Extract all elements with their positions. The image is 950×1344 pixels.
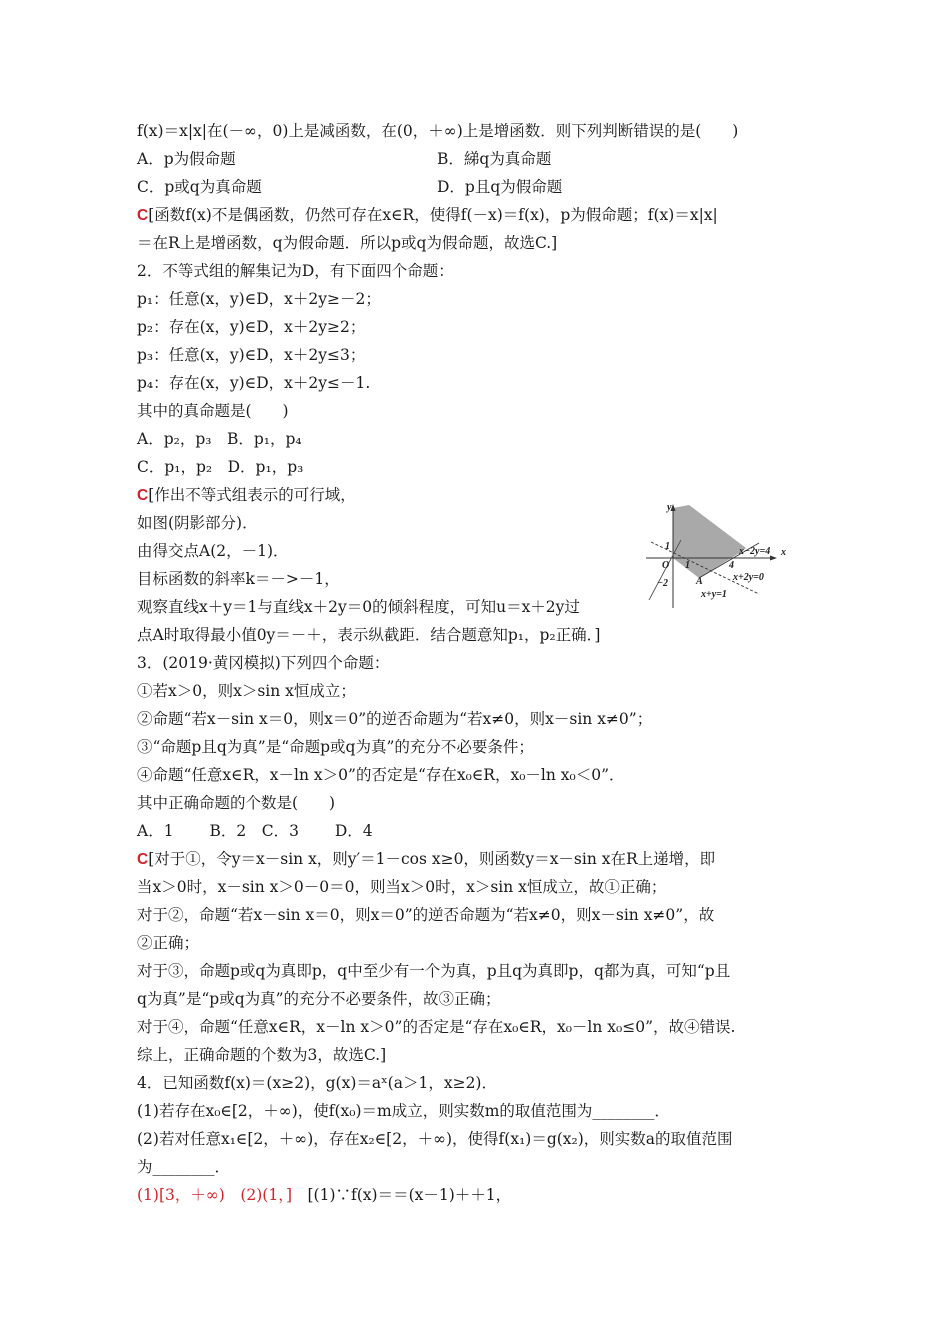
q4-answer: (1)[3，＋∞) (2)(1，] xyxy=(137,1186,292,1204)
x-tick-4: 4 xyxy=(729,560,734,571)
q1-stem: f(x)＝x|x|在(－∞，0)上是减函数，在(0，＋∞)上是增函数．则下列判断错误的是( ) xyxy=(137,122,739,140)
q2-question: 其中的真命题是( ) xyxy=(137,402,289,420)
q4-stem: 4．已知函数f(x)＝(x≥2)，g(x)＝aˣ(a＞1，x≥2)． xyxy=(137,1074,497,1092)
q3-solution-line-5: 对于③，命题p或q为真即p，q中至少有一个为真，p且q为真即p，q都为真，可知“p且 xyxy=(137,962,731,980)
q2-options-ab: A．p₂，p₃ B．p₁，p₄ xyxy=(137,430,302,448)
q2-solution-line xyxy=(137,484,356,507)
q3-solution-line xyxy=(137,848,715,871)
q3-options: A．1 B．2 C．3 D．4 xyxy=(137,822,373,840)
q4-part-2-cont: 为________． xyxy=(137,1158,231,1176)
q3-solution-line-8: 综上，正确命题的个数为3，故选C.] xyxy=(137,1046,387,1064)
q4-solution-text: [(1)∵f(x)＝＝(x－1)＋＋1， xyxy=(292,1186,512,1204)
q4-part-1: (1)若存在x₀∈[2，＋∞)，使f(x₀)＝m成立，则实数m的取值范围为________． xyxy=(137,1102,670,1120)
x-axis-label: x xyxy=(781,547,786,558)
q3-solution-line-3: 对于②，命题“若x－sin x＝0，则x＝0”的逆否命题为“若x≠0，则x－sin x≠0”，故 xyxy=(137,906,715,924)
q3-solution-line-2: 当x＞0时，x－sin x＞0－0＝0，则当x＞0时，x＞sin x恒成立，故①正确； xyxy=(137,878,667,896)
y-tick-neg2: −2 xyxy=(657,578,669,589)
q3-solution-line-7: 对于④，命题“任意x∈R，x－ln x＞0”的否定是“存在x₀∈R，x₀－ln x₀≤0”，故④错误. xyxy=(137,1018,736,1036)
q1-option-b: B．綈q为真命题 xyxy=(437,150,552,168)
q2-stem: 2．不等式组的解集记为D，有下面四个命题： xyxy=(137,262,454,280)
q1-answer: C xyxy=(137,207,149,224)
q3-statement-4: ④命题“任意x∈R，x－ln x＞0”的否定是“存在x₀∈R，x₀－ln x₀＜0”． xyxy=(137,766,625,784)
q2-solution-line-3: 由得交点A(2，－1)． xyxy=(137,542,289,560)
feasible-region-graph xyxy=(641,500,791,610)
x-tick-1: 1 xyxy=(685,560,690,571)
q3-statement-1: ①若x＞0，则x＞sin x恒成立； xyxy=(137,682,356,700)
q1-option-d: D．p且q为假命题 xyxy=(437,178,563,196)
q2-proposition-4: p₄：存在(x，y)∈D，x＋2y≤－1. xyxy=(137,374,371,392)
q3-question: 其中正确命题的个数是( ) xyxy=(137,794,336,812)
q1-solution-line xyxy=(137,204,718,227)
x-axis-arrow xyxy=(770,556,777,561)
q2-solution-line-2: 如图(阴影部分)． xyxy=(137,514,258,532)
q2-solution-line-4: 目标函数的斜率k＝－>－1， xyxy=(137,570,340,588)
y-axis-label: y xyxy=(667,502,672,513)
q2-solution-line-6: 点A时取得最小值0y＝－＋，表示纵截距．结合题意知p₁，p₂正确．] xyxy=(137,626,601,644)
q2-proposition-3: p₃：任意(x，y)∈D，x＋2y≤3； xyxy=(137,346,366,364)
q1-option-a: A．p为假命题 xyxy=(137,150,236,168)
q3-stem: 3．(2019·黄冈模拟)下列四个命题： xyxy=(137,654,390,672)
q1-solution-text: [函数f(x)不是偶函数，仍然可存在x∈R，使得f(－x)＝f(x)，p为假命题；f(x)＝x|x| xyxy=(148,206,718,224)
q3-solution-line-6: q为真”是“p或q为真”的充分不必要条件，故③正确； xyxy=(137,990,501,1008)
q2-solution-text: [作出不等式组表示的可行域， xyxy=(148,486,356,504)
q2-answer: C xyxy=(137,487,149,504)
line-label-x-plus-2y-0: x+2y=0 xyxy=(733,572,764,583)
q3-solution-text: [对于①，令y＝x－sin x，则y′＝1－cos x≥0，则函数y＝x－sin x在R上递增，即 xyxy=(148,850,716,868)
line-label-x-plus-y-1: x+y=1 xyxy=(701,589,727,600)
point-a-label: A xyxy=(696,576,703,587)
q3-statement-2: ②命题“若x－sin x＝0，则x＝0”的逆否命题为“若x≠0，则x－sin x≠0”； xyxy=(137,710,653,728)
q2-solution-line-5: 观察直线x＋y＝1与直线x＋2y＝0的倾斜程度，可知u＝x＋2y过 xyxy=(137,598,580,616)
q3-answer: C xyxy=(137,851,149,868)
feasible-region-shading xyxy=(673,505,746,578)
q2-options-cd: C．p₁，p₂ D．p₁，p₃ xyxy=(137,458,304,476)
q4-part-2: (2)若对任意x₁∈[2，＋∞)，存在x₂∈[2，＋∞)，使得f(x₁)＝g(x₂)，则实数a的取值范围 xyxy=(137,1130,733,1148)
q2-proposition-1: p₁：任意(x，y)∈D，x＋2y≥－2； xyxy=(137,290,381,308)
line-label-x-minus-2y-4: x−2y=4 xyxy=(739,546,771,557)
q1-solution-line-2: ＝在R上是增函数，q为假命题．所以p或q为假命题，故选C.] xyxy=(137,234,558,252)
q4-solution-line xyxy=(137,1184,511,1206)
q3-solution-line-4: ②正确； xyxy=(137,934,200,952)
q3-statement-3: ③“命题p且q为真”是“命题p或q为真”的充分不必要条件； xyxy=(137,738,534,756)
y-tick-1: 1 xyxy=(665,541,670,552)
q2-proposition-2: p₂：存在(x，y)∈D，x＋2y≥2； xyxy=(137,318,366,336)
origin-label: O xyxy=(662,560,670,571)
q1-option-c: C．p或q为真命题 xyxy=(137,178,262,196)
